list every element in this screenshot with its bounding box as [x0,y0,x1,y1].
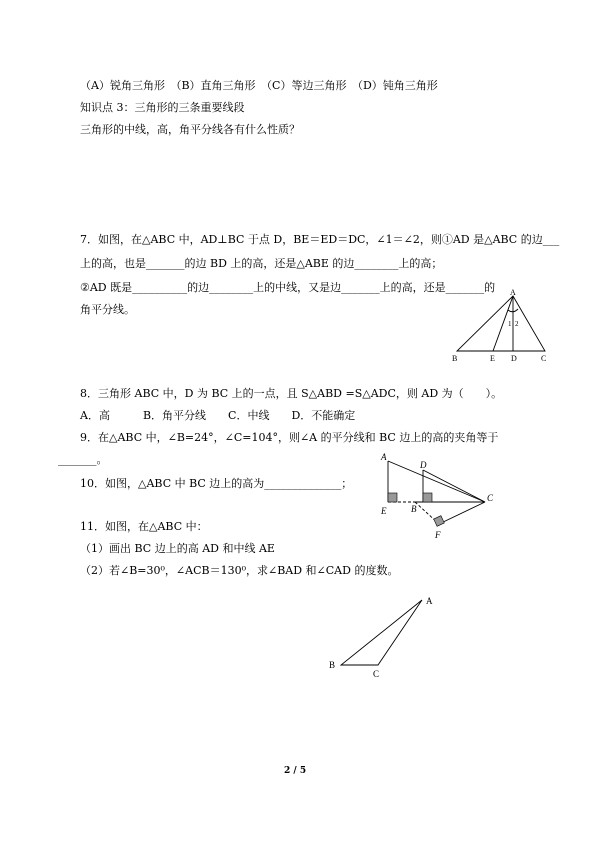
q10-label-b: B [411,504,417,514]
q7-label-d: D [511,354,517,363]
q11-line1: 11．如图，在△ABC 中： [80,520,208,533]
q7-label-b: B [452,354,458,363]
q7-label-2: 2 [515,320,519,328]
q10-label-c: C [487,493,494,503]
q10-label-f: F [435,530,441,540]
q10-triangle-figure [375,448,500,548]
q7-triangle-figure [445,288,555,368]
property-question: 三角形的中线，高，角平分线各有什么性质？ [80,123,300,136]
choices-line: （A）锐角三角形 （B）直角三角形 （C）等边三角形 （D）钝角三角形 [80,79,438,92]
q9-line1: 9．在△ABC 中，∠B=24°，∠C=104°，则∠A 的平分线和 BC 边上的高的夹角等于 [80,431,499,444]
q7-line3: ②AD 既是__________的边________上的中线，又是边_______上的高，还是_______的 [80,281,496,294]
q9-line2: _______。 [58,453,108,466]
q7-line4: 角平分线。 [80,303,135,316]
q11-label-b: B [329,660,336,670]
q7-line1: 7．如图，在△ABC 中，AD⊥BC 于点 D，BE＝ED＝DC，∠1＝∠2，则①AD 是△ABC 的边___ [80,233,560,246]
q10-label-a: A [381,452,387,462]
q11-label-a: A [426,596,433,606]
q11-triangle-figure [320,590,445,685]
q11-part2: （2）若∠B=30⁰，∠ACB＝130⁰，求∠BAD 和∠CAD 的度数。 [80,564,399,577]
q7-label-1: 1 [508,320,512,328]
q10-line1: 10．如图，△ABC 中 BC 边上的高为______________； [80,477,353,490]
knowledge-point: 知识点 3：三角形的三条重要线段 [80,101,245,114]
q7-label-a: A [510,288,516,297]
q7-label-e: E [490,354,495,363]
q8-line1: 8．三角形 ABC 中，D 为 BC 上的一点，且 S△ABD =S△ADC，则 AD 为（ ）。 [80,387,503,400]
q10-label-d: D [420,460,427,470]
q7-label-c: C [541,354,547,363]
q10-label-e: E [381,506,387,516]
q11-label-c: C [373,669,380,679]
q8-options: A．高 B．角平分线 C．中线 D．不能确定 [80,409,356,422]
page-number: 2 / 5 [284,766,307,776]
q7-line2: 上的高，也是_______的边 BD 上的高，还是△ABE 的边________上的高； [80,257,443,270]
q11-part1: （1）画出 BC 边上的高 AD 和中线 AE [80,542,275,555]
